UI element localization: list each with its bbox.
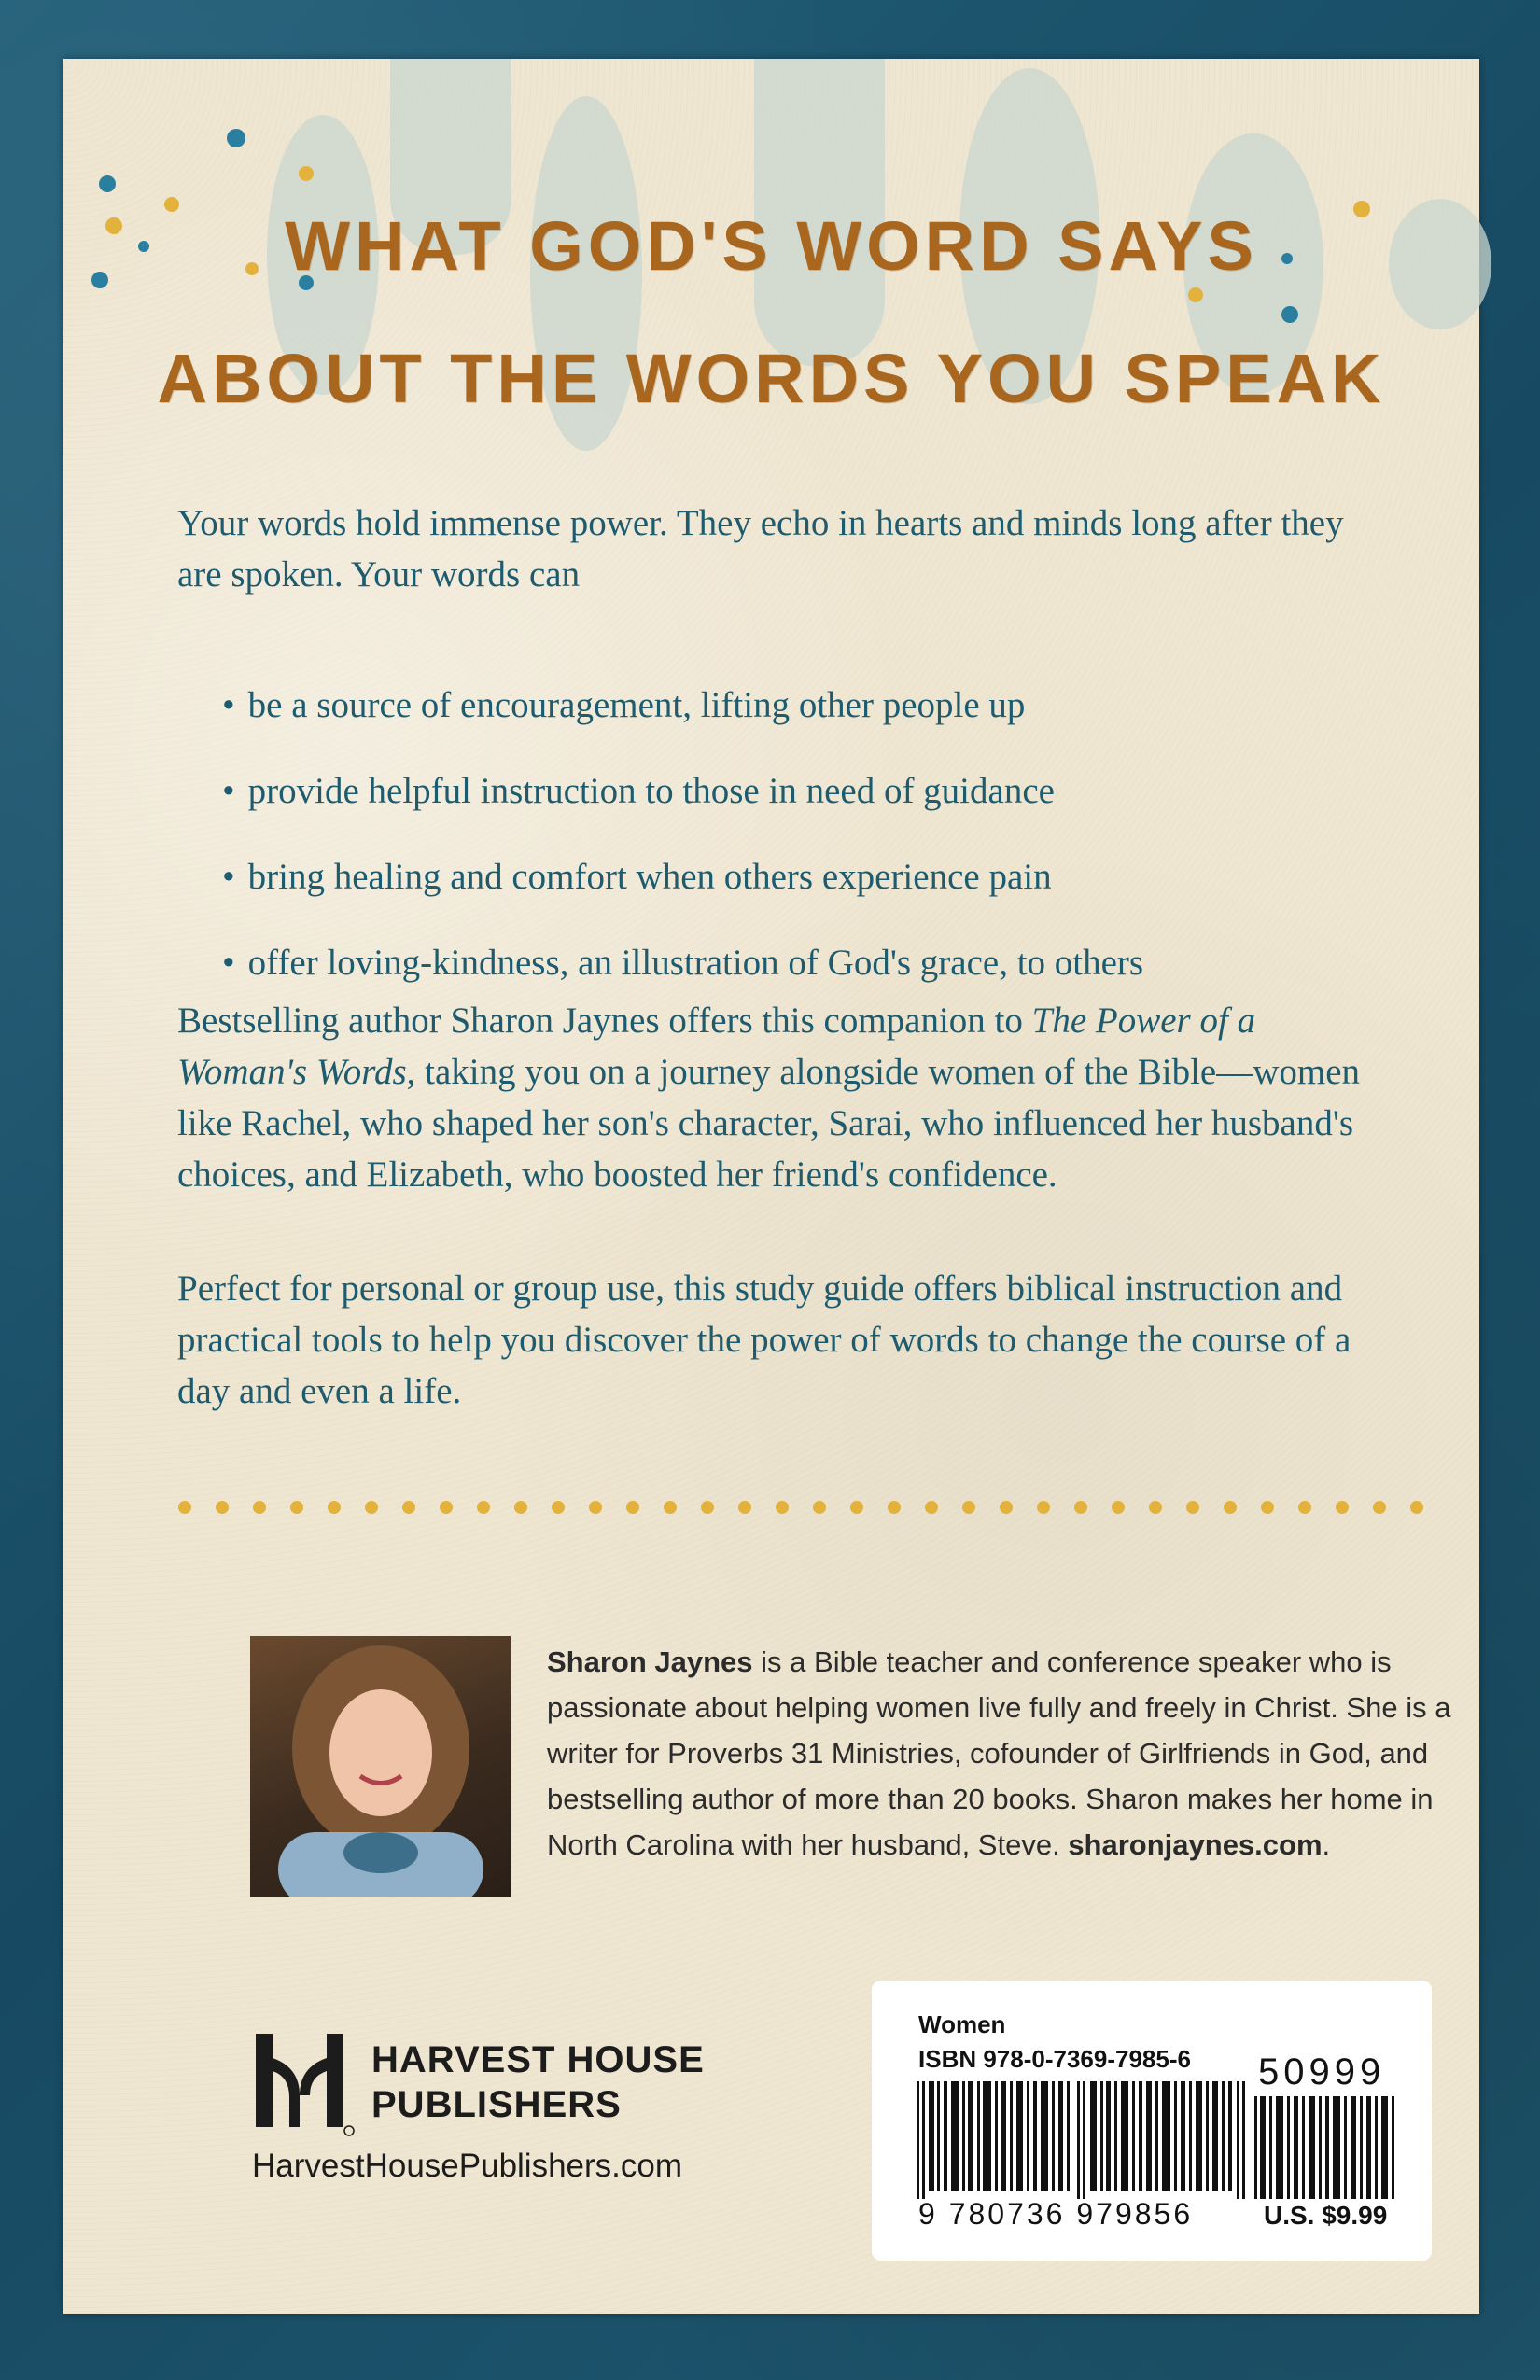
description-text-end: , taking you on a journey alongside women of the Bible—women like Rachel, who shaped her son's character, Sarai, who influenced her husband's choices, and Elizabeth, who boosted her friend's confidence.: [177, 1052, 1361, 1195]
usage-paragraph: Perfect for personal or group use, this study guide offers biblical instruction and practical tools to help you discover the power of words to change the course of a day and even a life.: [177, 1268, 1351, 1411]
back-cover-panel: [63, 59, 1479, 2314]
decorative-dot: [299, 166, 314, 181]
description-text-start: Bestselling author Sharon Jaynes offers this companion to: [177, 1001, 1032, 1041]
bullet-list: [222, 679, 1143, 1023]
price-code: 50999: [1258, 2051, 1386, 2093]
isbn-barcode: [917, 2081, 1245, 2199]
publisher-name-line-2: PUBLISHERS: [371, 2084, 622, 2125]
dotted-divider: [175, 1498, 1482, 1517]
headline-line-2: ABOUT THE WORDS YOU SPEAK: [157, 340, 1386, 417]
barcode-label: [872, 1981, 1432, 2261]
barcode-digits: 9 780736 979856: [918, 2197, 1194, 2231]
description-paragraph: [177, 995, 1391, 1200]
author-website: sharonjaynes.com: [1068, 1828, 1323, 1861]
author-bio-text: is a Bible teacher and conference speaker who is passionate about helping women live fully and freely in Christ. She is a writer for Proverbs 31 Ministries, cofounder of Girlfriends in God, and bestselling author of more than 20 books. Sharon makes her home in North Carolina with her husband, Steve.: [547, 1645, 1451, 1861]
bullet-item: • be a source of encouragement, lifting other people up: [222, 679, 1143, 765]
isbn-number: ISBN 978-0-7369-7985-6: [918, 2045, 1191, 2073]
book-category: Women: [918, 2010, 1006, 2038]
author-bio-end: .: [1322, 1828, 1331, 1861]
intro-paragraph: Your words hold immense power. They echo in hearts and minds long after they are spoken. Your words can: [177, 503, 1344, 595]
bullet-item: • bring healing and comfort when others experience pain: [222, 851, 1143, 937]
decorative-dot: [99, 175, 116, 192]
decorative-dot: [1188, 287, 1203, 302]
decorative-dot: [227, 129, 245, 147]
author-name: Sharon Jaynes: [547, 1645, 753, 1678]
headline-line-1: WHAT GOD'S WORD SAYS: [285, 207, 1258, 285]
price-barcode: [1254, 2096, 1399, 2199]
author-photo: [250, 1636, 511, 1897]
publisher-website: HarvestHousePublishers.com: [252, 2148, 683, 2184]
author-bio: [547, 1639, 1490, 1868]
publisher-name-line-1: HARVEST HOUSE: [371, 2039, 705, 2080]
retail-price: U.S. $9.99: [1264, 2201, 1388, 2230]
bullet-item: • offer loving-kindness, an illustration of God's grace, to others: [222, 937, 1143, 1023]
bullet-item: • provide helpful instruction to those in need of guidance: [222, 765, 1143, 851]
companion-book-title: The Power of a Woman's Words: [177, 1001, 1256, 1092]
publisher-logo-icon: [252, 2030, 355, 2138]
decorative-dot: [1281, 306, 1298, 323]
